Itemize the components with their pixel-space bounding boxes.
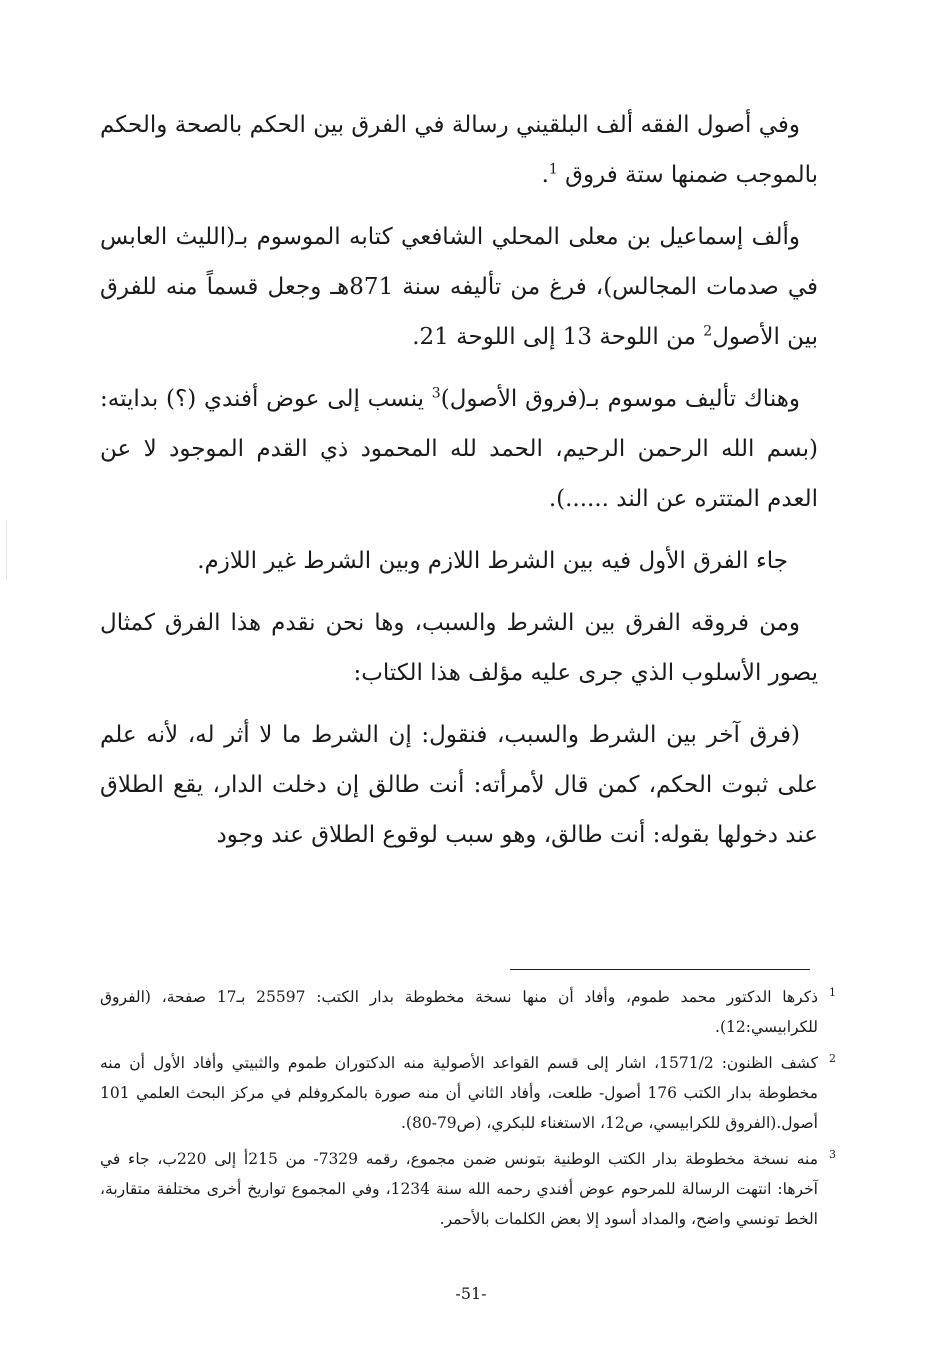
paragraph-5: ومن فروقه الفرق بين الشرط والسبب، وها نحن نقدم هذا الفرق كمثال يصور الأسلوب الذي جرى عليه مؤلف هذا الكتاب:: [100, 610, 818, 686]
footnote-1-text: ذكرها الدكتور محمد طموم، وأفاد أن منها نسخة مخطوطة بدار الكتب: 25597 بـ17 صفحة، (الفروق للكرابيسي:12).: [100, 988, 818, 1036]
paragraph-6: (فرق آخر بين الشرط والسبب، فنقول: إن الشرط ما لا أثر له، لأنه علم على ثبوت الحكم، كمن قال لأمرأته: أنت طالق إن دخلت الدار، يقع الطلاق عند دخولها بقوله: أنت طالق، وهو سبب لوقوع الطلاق عند وجود: [100, 722, 818, 848]
footnote-ref-3[interactable]: 3: [431, 385, 441, 402]
paragraph-3: [100, 374, 818, 524]
footnote-3: [100, 1144, 836, 1234]
footnote-2-number: 2: [829, 1052, 836, 1065]
footnote-2: [100, 1048, 836, 1138]
footnote-2-text: كشف الظنون: 1571/2، اشار إلى قسم القواعد الأصولية منه الدكتوران طموم والثبيتي وأفاد الأول أن منه مخطوطة بدار الكتب 176 أصول- طلعت، وأفاد الثاني أن منه صورة بالمكروفلم في مركز البحث العلمي 101 أصول.(الفروق للكرابيسي، ص12، الاستغناء للبكري، (ص79-80).: [100, 1054, 818, 1132]
page-number: -51-: [455, 1284, 487, 1303]
footnote-ref-1[interactable]: 1: [548, 161, 558, 178]
paragraph-2: [100, 212, 818, 362]
paragraph-2-end: من اللوحة 13 إلى اللوحة 21.: [412, 324, 704, 350]
paragraph-3-end: ينسب إلى عوض أفندي (؟) بدايته: (بسم الله الرحمن الرحيم، الحمد لله المحمود ذي القدم الموجود لا عن العدم المتتره عن الند ......).: [100, 386, 818, 512]
footnote-1: [100, 982, 836, 1042]
footnote-3-number: 3: [829, 1148, 836, 1161]
paragraph-3-text: وهناك تأليف موسوم بـ(فروق الأصول): [440, 386, 800, 412]
paragraph-1: [100, 100, 818, 200]
footnotes-section: [100, 982, 836, 1240]
footnote-separator: [510, 969, 810, 970]
footnote-1-number: 1: [829, 986, 836, 999]
paragraph-2-text: وألف إسماعيل بن معلى المحلي الشافعي كتابه الموسوم بـ(الليث العابس في صدمات المجالس)، فرغ من تأليفه سنة 871هـ وجعل قسماً منه للفرق بين الأصول: [100, 224, 818, 350]
paragraph-1-text: وفي أصول الفقه ألف البلقيني رسالة في الفرق بين الحكم بالصحة والحكم بالموجب ضمنها ستة فروق: [100, 112, 818, 188]
paragraph-1-end: .: [541, 162, 549, 188]
paragraph-4: جاء الفرق الأول فيه بين الشرط اللازم وبين الشرط غير اللازم.: [197, 548, 788, 574]
footnote-3-text: منه نسخة مخطوطة بدار الكتب الوطنية بتونس ضمن مجموع، رقمه 7329- من 215أ إلى 220ب، جاء في آخرها: انتهت الرسالة للمرحوم عوض أفندي رحمه الله سنة 1234، وفي المجموع تواريخ أخرى مختلفة متقاربة، الخط تونسي واضح، والمداد أسود إلا بعض الكلمات بالأحمر.: [100, 1150, 818, 1228]
footnote-ref-2[interactable]: 2: [703, 323, 713, 340]
main-text: [100, 100, 818, 872]
scan-margin-mark: [6, 520, 7, 580]
